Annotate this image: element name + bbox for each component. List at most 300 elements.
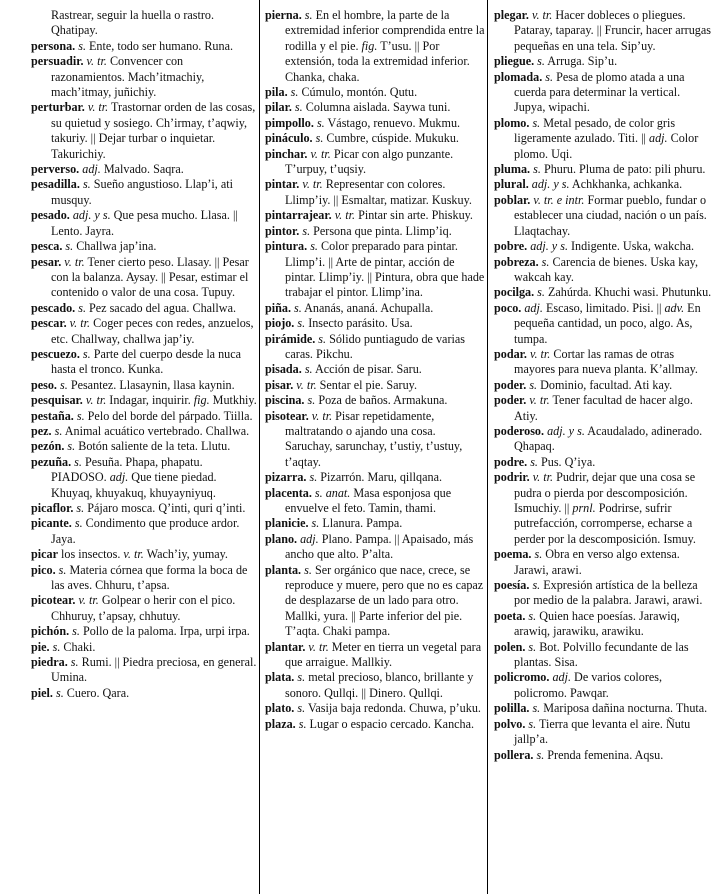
definition-text: Picar con algo punzante. T’urpuy, t’uqsiy. (285, 146, 454, 177)
definition-text: Lugar o espacio cercado. Kancha. (306, 716, 475, 731)
definition-text: Pudrir, dejar que una cosa se pudra o pierda por descomposición. Ismuchiy. || (514, 470, 696, 515)
headword: pila. (265, 85, 288, 100)
dictionary-entry (31, 54, 257, 100)
grammar-label: v. tr. (331, 208, 356, 223)
headword: plantar. (265, 639, 306, 654)
dictionary-entry (31, 501, 257, 516)
dictionary-entry (265, 301, 485, 316)
grammar-label: s. (304, 393, 316, 408)
dictionary-entry (494, 378, 714, 393)
grammar-label: v. tr. (308, 408, 333, 423)
dictionary-entry (265, 208, 485, 223)
dictionary-entry (494, 193, 714, 239)
grammar-label: s. (525, 639, 537, 654)
headword: pico. (31, 562, 56, 577)
dictionary-entry (494, 162, 714, 177)
dictionary-entry (494, 177, 714, 192)
grammar-label: s. (294, 701, 306, 716)
definition-text: Pizarrón. Maru, qillqana. (317, 470, 443, 485)
grammar-label: s. (290, 300, 302, 315)
dictionary-entry (31, 593, 257, 624)
grammar-label: s. (73, 408, 85, 423)
dictionary-entry (494, 116, 714, 162)
headword: poder. (494, 377, 527, 392)
definition-text: Cuero. Qara. (63, 685, 130, 700)
definition-text: Obra en verso algo extensa. Jarawi, arawi. (514, 547, 680, 577)
headword: poesía. (494, 578, 530, 593)
grammar-label: adj. (297, 531, 319, 546)
definition-text: Acaudalado, adinerado. Qhapaq. (514, 423, 703, 454)
definition-text: Pisar repetidamente, maltratando o ajando una cosa. Saruchay, sarunchay, t’ustiy, t’ustuy, t’aqtay. (285, 408, 463, 469)
grammar-label: s. (67, 655, 79, 670)
definition-text: Acción de pisar. Saru. (312, 362, 422, 377)
definition-text: Tener facultad de hacer algo. Atiy. (514, 393, 693, 423)
headword: perverso. (31, 162, 80, 177)
definition-text: Pájaro mosca. Q’inti, quri q’inti. (84, 501, 246, 515)
grammar-label: s. (533, 747, 545, 762)
headword: pintarrajear. (265, 208, 332, 223)
definition-text: Que pesa mucho. Llasa. || Lento. Jayra. (51, 208, 238, 238)
headword: piojo. (265, 316, 295, 331)
headword: pestaña. (31, 408, 74, 423)
definition-text: Zahúrda. Khuchi wasi. Phutunku. (544, 285, 712, 300)
dictionary-entry (494, 255, 714, 286)
grammar-label: s. (79, 177, 91, 192)
dictionary-entry (494, 640, 714, 671)
dictionary-entry (265, 486, 485, 517)
dictionary-entry (31, 439, 257, 454)
dictionary-entry (494, 8, 714, 54)
dictionary-entry (31, 39, 257, 54)
grammar-label: s. (56, 377, 68, 392)
dictionary-entry (31, 378, 257, 393)
dictionary-entry (265, 316, 485, 331)
headword: plomo. (494, 115, 530, 130)
definition-text: Sueño angustioso. Llap’i, ati musquy. (51, 177, 234, 207)
headword: pierna. (265, 8, 302, 22)
grammar-label: adj. y s. (528, 177, 570, 192)
dictionary-entry (31, 455, 257, 501)
dictionary-entry (265, 516, 485, 531)
definition-text: Achkhanka, achkanka. (569, 177, 683, 192)
dictionary-entry (494, 301, 714, 347)
grammar-label: s. (534, 285, 545, 300)
headword: piedra. (31, 655, 68, 670)
grammar-label: s. (295, 716, 307, 731)
dictionary-entry (265, 640, 485, 671)
headword: pescado. (31, 300, 76, 315)
dictionary-entry (494, 609, 714, 640)
definition-text: Sentar el pie. Saruy. (316, 377, 417, 392)
headword: pescuezo. (31, 346, 80, 361)
definition-text: Plano. Pampa. || Apaisado, más ancho que alto. P’alta. (285, 531, 474, 562)
dictionary-entry (265, 239, 485, 301)
grammar-label: s. (312, 131, 324, 146)
headword: podre. (494, 454, 528, 469)
dictionary-entry (31, 301, 257, 316)
dictionary-entry (265, 409, 485, 471)
dictionary-entry (265, 378, 485, 393)
headword: piña. (265, 300, 291, 315)
headword: pluma. (494, 162, 531, 177)
definition-text: Escaso, limitado. Pisi. || (542, 300, 665, 315)
definition-text: metal precioso, blanco, brillante y sonoro. Qullqi. || Dinero. Qullqi. (285, 670, 474, 700)
headword: picar (31, 547, 58, 562)
grammar-label: adj. y s. (527, 239, 568, 254)
headword: pizarra. (265, 470, 307, 485)
headword: poder. (494, 393, 527, 408)
definition-text: Tierra que levanta el aire. Ñutu jallp’a. (514, 716, 691, 747)
dictionary-entry (31, 239, 257, 254)
grammar-label: s. (529, 701, 541, 716)
grammar-label: s. (294, 670, 306, 685)
headword: pezuña. (31, 454, 72, 469)
dictionary-entry (494, 393, 714, 424)
dictionary-entry (265, 224, 485, 239)
definition-text: Tener cierto peso. Llasay. || Pesar con la balanza. Aysay. || Pesar, estimar el contenido o valor de una cosa. Tupuy. (51, 254, 249, 300)
definition-text: Vasija baja redonda. Chuwa, p’uku. (305, 701, 481, 716)
definition-text: Mutkhiy. (209, 393, 257, 408)
dictionary-entry (265, 8, 485, 85)
grammar-label: s. (308, 516, 320, 531)
definition-text: los insectos. (57, 547, 124, 562)
grammar-label: s. (287, 85, 299, 100)
definition-text: Pesa de plomo atada a una cuerda para determinar la vertical. Jupya, wipachi. (514, 69, 685, 115)
definition-text: Poza de baños. Armakuna. (315, 393, 448, 408)
grammar-label: v. tr. (307, 146, 331, 161)
grammar-label: s. (530, 162, 541, 177)
grammar-label: s. (313, 115, 325, 130)
definition-text: Persona que pinta. Llimp’iq. (310, 223, 452, 238)
dictionary-entry (494, 717, 714, 748)
grammar-label: s. (79, 346, 91, 361)
grammar-label: v. tr. (529, 470, 554, 485)
definition-text: Pesuña. Phapa, phapatu. PIADOSO. (51, 454, 203, 485)
dictionary-entry (494, 347, 714, 378)
grammar-label: v. tr. (61, 254, 85, 269)
definition-text: Representar con colores. Llimp’iy. || Esmaltar, matizar. Kuskuy. (285, 177, 472, 207)
definition-text: En el hombre, la parte de la extremidad inferior comprendida entre la rodilla y el pie. (285, 8, 485, 53)
grammar-label: s. (301, 8, 313, 22)
dictionary-entry (494, 424, 714, 455)
grammar-label: s. (69, 624, 80, 639)
definition-text: Bot. Polvillo fecundante de las plantas. Sisa. (514, 639, 689, 670)
definition-text: Condimento que produce ardor. Jaya. (51, 516, 240, 546)
headword: peso. (31, 377, 57, 392)
headword: poema. (494, 547, 532, 562)
grammar-label: s. (301, 562, 312, 577)
definition-text: Dominio, facultad. Ati kay. (537, 377, 673, 392)
headword: pináculo. (265, 131, 313, 146)
headword: plato. (265, 701, 295, 716)
dictionary-entry (31, 393, 257, 408)
dictionary-entry (265, 131, 485, 146)
headword: pliegue. (494, 54, 535, 69)
grammar-label: adj. y s. (544, 423, 585, 438)
dictionary-entry (494, 70, 714, 116)
dictionary-entry (31, 347, 257, 378)
dictionary-entry (31, 640, 257, 655)
headword: pescar. (31, 316, 67, 331)
definition-text: Rumi. || Piedra preciosa, en general. Umina. (51, 655, 257, 685)
headword: pezón. (31, 439, 65, 454)
dictionary-entry (494, 470, 714, 547)
definition-text: Trastornar orden de las cosas, su quietud y sosiego. Ch’irmay, t’aqwiy, takuriy. || Dejar turbar o inquietar. Takurichiy. (51, 100, 256, 161)
headword: poblar. (494, 192, 531, 207)
definition-text: Botón saliente de la teta. Llutu. (75, 439, 231, 454)
definition-text: Metal pesado, de color gris ligeramente azulado. Titi. || (514, 115, 676, 146)
grammar-label: s. (64, 439, 76, 454)
definition-text: Cúmulo, montón. Qutu. (298, 85, 418, 100)
grammar-label: s. (299, 223, 311, 238)
grammar-label: v. tr. (526, 346, 551, 361)
grammar-label: v. tr. (66, 316, 91, 331)
grammar-label: s. (55, 562, 67, 577)
definition-text: Llanura. Pampa. (319, 516, 403, 531)
definition-text: Arruga. Sip’u. (544, 54, 618, 69)
grammar-label: s. (71, 516, 83, 531)
grammar-label: s. (529, 115, 541, 130)
definition-text: Formar pueblo, fundar o establecer una ciudad, nación o un país. Llaqtachay. (514, 192, 707, 238)
grammar-label: s. (538, 254, 550, 269)
dictionary-entry (494, 670, 714, 701)
definition-text: Golpear o herir con el pico. Chhuruy, t’apsay, chhutuy. (51, 593, 236, 623)
headword: podrir. (494, 470, 530, 485)
dictionary-entry (265, 393, 485, 408)
headword: pintor. (265, 223, 300, 238)
definition-text: Que tiene piedad. Khuyaq, khuyakuq, khuyayniyuq. (51, 470, 217, 500)
headword: pollera. (494, 747, 534, 762)
grammar-label: s. (75, 38, 86, 53)
headword: plomada. (494, 69, 543, 84)
definition-text: Ananás, ananá. Achupalla. (301, 300, 434, 315)
headword: pesar. (31, 254, 62, 269)
grammar-label: s. (52, 685, 64, 700)
definition-text: Expresión artística de la belleza por medio de la palabra. Jarawi, arawi. (514, 578, 703, 608)
grammar-label: v. tr. (293, 377, 317, 392)
grammar-label: fig. (193, 393, 210, 408)
grammar-label: adv. (664, 300, 685, 315)
grammar-label: s. (534, 54, 545, 69)
grammar-label: s. (73, 501, 85, 515)
definition-text: Malvado. Saqra. (100, 162, 184, 177)
definition-text: Pollo de la paloma. Irpa, urpi irpa. (79, 624, 250, 639)
definition-text: Pesantez. Llasaynin, llasa kaynin. (67, 377, 235, 392)
grammar-label: s. (51, 423, 63, 438)
dictionary-entry (31, 8, 257, 39)
grammar-label: v. tr. (84, 100, 109, 115)
headword: plural. (494, 177, 529, 192)
headword: picotear. (31, 593, 76, 608)
definition-text: Parte del cuerpo desde la nuca hasta el tronco. Kunka. (51, 346, 242, 377)
headword: pinchar. (265, 146, 308, 161)
dictionary-entry (494, 748, 714, 763)
definition-text: Meter en tierra un vegetal para que arraigue. Mallkiy. (285, 639, 482, 670)
dictionary-entry (494, 701, 714, 716)
dictionary-entry (31, 316, 257, 347)
dictionary-entry (265, 717, 485, 732)
definition-text: Prenda femenina. Aqsu. (544, 747, 664, 762)
definition-text: Color preparado para pintar. Llimp’i. || Arte de pintar, acción de pintar. Llimp’iy. || Pintura, obra que hade trabajar el pintor. Llimp’ina. (285, 239, 485, 300)
headword: picante. (31, 516, 72, 531)
definition-text: Indigente. Uska, wakcha. (567, 239, 695, 254)
grammar-label: s. (307, 239, 318, 254)
dictionary-entry (265, 670, 485, 701)
grammar-label: s. anat. (311, 485, 351, 500)
definition-text: Indagar, inquirir. (106, 393, 194, 408)
headword: pez. (31, 423, 52, 438)
definition-text: Pus. Q’iya. (537, 454, 596, 469)
dictionary-entry (31, 563, 257, 594)
grammar-label: s. (301, 362, 313, 377)
headword: planta. (265, 562, 302, 577)
grammar-label: s. (529, 578, 541, 593)
dictionary-entry (31, 177, 257, 208)
dictionary-entry (265, 470, 485, 485)
grammar-label: prnl. (572, 501, 596, 515)
dictionary-column-1 (31, 8, 257, 701)
definition-text: Mariposa dañina nocturna. Thuta. (540, 701, 708, 716)
dictionary-entry (265, 701, 485, 716)
headword: pesca. (31, 239, 63, 254)
headword: pocilga. (494, 285, 535, 300)
grammar-label: s. (527, 454, 538, 469)
dictionary-entry (31, 624, 257, 639)
grammar-label: v. tr. (123, 547, 144, 562)
grammar-label: adj. (109, 470, 129, 485)
grammar-label: s. (291, 100, 303, 115)
definition-text: Columna aislada. Saywa tuni. (302, 100, 451, 115)
headword: pesadilla. (31, 177, 80, 192)
definition-text: Wach’iy, yumay. (143, 547, 228, 562)
definition-text: Color plomo. Uqi. (514, 131, 699, 161)
definition-text: Pelo del borde del párpado. Tiilla. (84, 408, 253, 423)
grammar-label: adj. (521, 300, 543, 315)
headword: poco. (494, 300, 522, 315)
dictionary-entry (265, 563, 485, 640)
headword: persuadir. (31, 54, 84, 69)
definition-text: De varios colores, policromo. Pawqar. (514, 670, 663, 700)
headword: pilar. (265, 100, 292, 115)
dictionary-entry (265, 362, 485, 377)
definition-text: Chaki. (60, 639, 96, 654)
dictionary-entry (31, 100, 257, 162)
grammar-label: v. tr. e intr. (530, 192, 585, 207)
headword: pichón. (31, 624, 70, 639)
definition-text: Ser orgánico que nace, crece, se reproduce y muere, pero que no es capaz de desplazarse de un lado para otro. Mallki, yura. || Parte inferior del pie. T’aqta. Chaki pampa. (285, 562, 484, 639)
dictionary-entry (265, 532, 485, 563)
definition-text: Materia córnea que forma la boca de las aves. Chhuru, t’apsa. (51, 562, 248, 593)
headword: polen. (494, 639, 526, 654)
dictionary-entry (265, 177, 485, 208)
dictionary-entry (265, 147, 485, 178)
definition-text: Insecto parásito. Usa. (305, 316, 413, 331)
dictionary-entry (265, 100, 485, 115)
dictionary-entry (31, 516, 257, 547)
grammar-label: s. (526, 377, 538, 392)
definition-text: Phuru. Pluma de pato: pili phuru. (540, 162, 706, 177)
definition-text: Cumbre, cúspide. Mukuku. (323, 131, 459, 146)
definition-text: Challwa jap’ina. (73, 239, 157, 254)
grammar-label: v. tr. (528, 8, 553, 22)
headword: piel. (31, 685, 53, 700)
dictionary-entry (31, 208, 257, 239)
dictionary-entry (494, 54, 714, 69)
dictionary-entry (494, 239, 714, 254)
grammar-label: s. (49, 639, 61, 654)
headword: placenta. (265, 485, 312, 500)
headword: poeta. (494, 608, 526, 623)
headword: pisar. (265, 377, 294, 392)
grammar-label: adj. (649, 131, 668, 146)
headword: plaza. (265, 716, 296, 731)
headword: policromo. (494, 670, 550, 685)
headword: pintar. (265, 177, 300, 192)
dictionary-entry (265, 116, 485, 131)
definition-text: Quien hace poesías. Jarawiq, arawiq, jarawiku, arawiku. (514, 608, 680, 639)
dictionary-entry (31, 162, 257, 177)
headword: pobreza. (494, 254, 539, 269)
definition-text: Carencia de bienes. Uska kay, wakcah kay. (514, 254, 698, 284)
definition-text: Animal acuático vertebrado. Challwa. (62, 423, 250, 438)
headword: perturbar. (31, 100, 85, 115)
headword: pobre. (494, 239, 528, 254)
grammar-label: s. (294, 316, 306, 331)
headword: pintura. (265, 239, 308, 254)
headword: pimpollo. (265, 115, 314, 130)
grammar-label: s. (62, 239, 74, 254)
headword: picaflor. (31, 501, 74, 515)
headword: plano. (265, 531, 298, 546)
dictionary-entry (265, 332, 485, 363)
grammar-label: s. (525, 608, 537, 623)
definition-text: T’usu. || Por extensión, toda la extremidad inferior. Chanka, chaka. (285, 38, 470, 84)
grammar-label: s. (525, 716, 537, 731)
definition-text: Masa esponjosa que envuelve el feto. Tamin, thami. (285, 485, 452, 515)
grammar-label: s. (71, 454, 82, 469)
grammar-label: s. (542, 69, 554, 84)
definition-text: Vástago, renuevo. Mukmu. (324, 115, 461, 130)
definition-text: Sólido puntiagudo de varias caras. Pikchu. (285, 331, 465, 361)
grammar-label: s. (306, 470, 318, 485)
definition-text: Ente, todo ser humano. Runa. (85, 38, 233, 53)
grammar-label: adj. y s. (69, 208, 111, 223)
headword: pirámide. (265, 331, 316, 346)
headword: plata. (265, 670, 295, 685)
definition-text: Rastrear, seguir la huella o rastro. Qhatipay. (51, 8, 215, 38)
grammar-label: v. tr. (526, 393, 550, 408)
headword: podar. (494, 346, 527, 361)
headword: persona. (31, 38, 76, 53)
headword: plegar. (494, 8, 529, 22)
definition-text: Convencer con razonamientos. Mach’itmachiy, mach’itmay, juñichiy. (51, 54, 205, 100)
grammar-label: adj. (549, 670, 572, 685)
dictionary-entry (494, 547, 714, 578)
grammar-label: s. (315, 331, 327, 346)
grammar-label: s. (75, 300, 86, 315)
dictionary-entry (31, 655, 257, 686)
headword: pie. (31, 639, 50, 654)
headword: pisotear. (265, 408, 309, 423)
grammar-label: fig. (361, 38, 378, 53)
grammar-label: s. (531, 547, 543, 562)
headword: pesado. (31, 208, 70, 223)
column-divider (259, 0, 260, 894)
headword: poderoso. (494, 423, 545, 438)
headword: piscina. (265, 393, 305, 408)
headword: pisada. (265, 362, 302, 377)
dictionary-entry (494, 578, 714, 609)
